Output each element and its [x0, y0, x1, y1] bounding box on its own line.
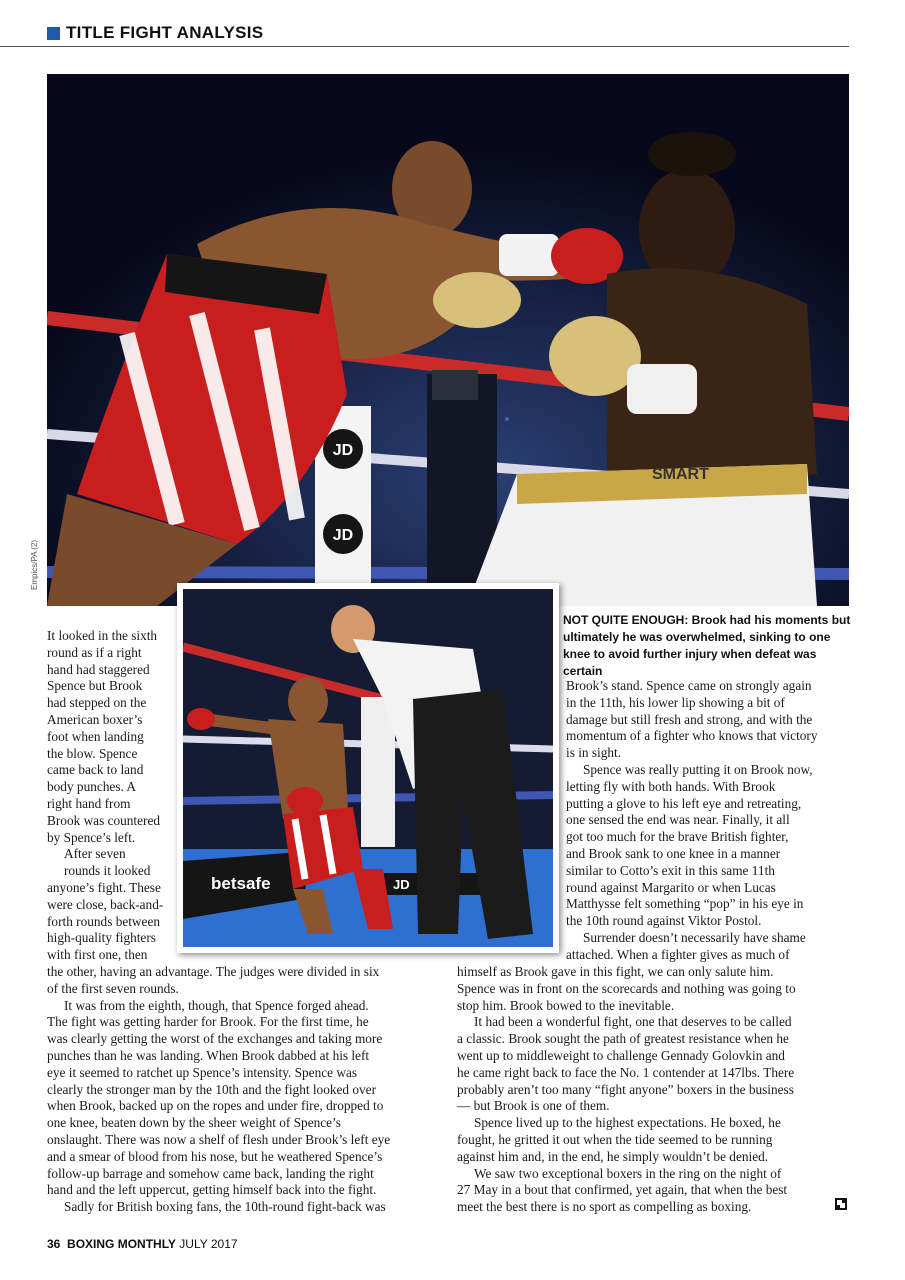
page-number: 36	[47, 1237, 61, 1251]
main-photo-illustration	[47, 74, 849, 606]
text-line: Brook was countered	[47, 812, 160, 828]
text-line: when Brook, backed up on the ropes and under fire, dropped to	[47, 1098, 384, 1114]
main-sign-1: JD	[332, 442, 354, 459]
text-line: and Brook sank to one knee in a manner	[566, 845, 781, 861]
text-line: round against Margarito or when Lucas	[566, 879, 776, 895]
text-line: Surrender doesn’t necessarily have shame	[583, 929, 806, 945]
text-line: Sadly for British boxing fans, the 10th-round fight-back was	[64, 1199, 386, 1215]
text-line: the blow. Spence	[47, 745, 138, 761]
text-line: anyone’s fight. These	[47, 879, 161, 895]
text-line: the 10th round against Viktor Postol.	[566, 913, 762, 929]
text-line: Spence was really putting it on Brook now,	[583, 761, 813, 777]
text-line: foot when landing	[47, 728, 144, 744]
inset-knockdown-photo	[177, 583, 559, 953]
text-line: punches than he was landing. When Brook dabbed at his left	[47, 1047, 370, 1063]
text-line: a classic. Brook sought the path of greatest resistance when he	[457, 1031, 789, 1047]
text-line: eye it seemed to ratchet up Spence’s intensity. Spence was	[47, 1064, 358, 1080]
text-line: It looked in the sixth	[47, 628, 158, 643]
main-fight-photo	[47, 74, 849, 606]
text-line: 27 May in a bout that confirmed, yet again, that when the best	[457, 1182, 788, 1198]
text-line: attached. When a fighter gives as much of	[566, 946, 790, 962]
text-line: himself as Brook gave in this fight, we can only salute him.	[457, 964, 774, 979]
text-line: right hand from	[47, 795, 131, 811]
text-line: letting fly with both hands. With Brook	[566, 778, 776, 794]
text-line: high-quality fighters	[47, 930, 156, 946]
text-line: It was from the eighth, though, that Spence forged ahead.	[64, 997, 369, 1013]
text-line: got too much for the brave British fighter,	[566, 829, 789, 845]
inset-photo-illustration	[183, 589, 553, 947]
photo-caption: NOT QUITE ENOUGH: Brook had his moments but ultimately he was overwhelmed, sinking to one knee to avoid further injury when defeat was certain	[563, 613, 851, 678]
text-line: It had been a wonderful fight, one that deserves to be called	[474, 1014, 792, 1030]
article-col-left-narrow	[47, 628, 177, 964]
text-line: fought, he gritted it out when the tide seemed to be running	[457, 1131, 773, 1147]
page-footer	[47, 1237, 238, 1251]
article-col-left-wide	[47, 964, 442, 1216]
text-line: by Spence’s left.	[47, 829, 136, 845]
text-line: Spence but Brook	[47, 678, 143, 694]
text-line: went up to middleweight to challenge Gennady Golovkin and	[457, 1047, 785, 1063]
text-line: were close, back-and-	[47, 896, 164, 912]
section-title: TITLE FIGHT ANALYSIS	[66, 23, 264, 42]
header-rule	[0, 46, 849, 47]
inset-sign-1: betsafe	[211, 874, 271, 893]
main-sign-3: SMART	[652, 466, 709, 483]
text-line: had stepped on the	[47, 695, 147, 711]
text-line: one knee, beaten down by the sheer weight of Spence’s	[47, 1115, 341, 1131]
text-line: is in sight.	[566, 745, 622, 761]
text-line: After seven	[64, 846, 126, 862]
text-line: onslaught. There was now a shelf of flesh under Brook’s left eye	[47, 1131, 391, 1147]
text-line: — but Brook is one of them.	[457, 1098, 610, 1114]
text-line: Matthysse felt something “pop” in his eye in	[566, 896, 804, 912]
text-line: he came right back to face the No. 1 contender at 147lbs. There	[457, 1064, 795, 1080]
issue-date: JULY 2017	[179, 1237, 238, 1251]
text-line: American boxer’s	[47, 711, 143, 727]
text-line: The fight was getting harder for Brook. For the first time, he	[47, 1014, 369, 1030]
text-line: forth rounds between	[47, 913, 160, 929]
text-line: putting a glove to his left eye and retreating,	[566, 795, 802, 811]
end-of-article-icon	[835, 1198, 847, 1210]
text-line: the other, having an advantage. The judges were divided in six	[47, 964, 380, 979]
text-line: momentum of a fighter who knows that victory	[566, 728, 818, 744]
text-line: Spence was in front on the scorecards and nothing was going to	[457, 980, 796, 996]
text-line: against him and, in the end, he simply wouldn’t be denied.	[457, 1148, 769, 1164]
text-line: hand and the left uppercut, getting himself back into the fight.	[47, 1182, 377, 1198]
text-line: Brook’s stand. Spence came on strongly again	[566, 678, 812, 693]
text-line: body punches. A	[47, 779, 137, 795]
text-line: clearly the stronger man by the 10th and the fight looked over	[47, 1081, 377, 1097]
article-col-right-wide	[457, 964, 852, 1216]
text-line: meet the best there is no sport as compelling as boxing.	[457, 1199, 752, 1215]
text-line: hand had staggered	[47, 661, 150, 677]
text-line: damage but still fresh and strong, and with the	[566, 711, 813, 727]
main-sign-2: JD	[332, 527, 354, 544]
text-line: rounds it looked	[64, 863, 151, 879]
magazine-name: BOXING MONTHLY	[67, 1237, 176, 1251]
text-line: probably aren’t too many “fight anyone” boxers in the business	[457, 1081, 794, 1097]
section-header	[47, 22, 263, 44]
inset-sign-2: JD	[393, 877, 410, 892]
section-marker-icon	[47, 27, 60, 40]
text-line: stop him. Brook bowed to the inevitable.	[457, 997, 675, 1013]
text-line: with first one, then	[47, 947, 148, 963]
text-line: in the 11th, his lower lip showing a bit of	[566, 694, 785, 710]
article-col-right-narrow	[566, 678, 851, 964]
text-line: We saw two exceptional boxers in the ring on the night of	[474, 1165, 782, 1181]
text-line: Spence lived up to the highest expectations. He boxed, he	[474, 1115, 781, 1131]
text-line: and a smear of blood from his nose, but he weathered Spence’s	[47, 1148, 383, 1164]
text-line: of the first seven rounds.	[47, 980, 179, 996]
text-line: came back to land	[47, 762, 144, 778]
text-line: follow-up barrage and somehow came back, landing the right	[47, 1165, 374, 1181]
photo-credit: Empics/PA (2)	[30, 539, 39, 590]
text-line: was clearly getting the worst of the exchanges and taking more	[47, 1031, 383, 1047]
text-line: similar to Cotto’s exit in this same 11th	[566, 862, 775, 878]
text-line: one sensed the end was near. Finally, it all	[566, 812, 790, 828]
text-line: round as if a right	[47, 644, 142, 660]
